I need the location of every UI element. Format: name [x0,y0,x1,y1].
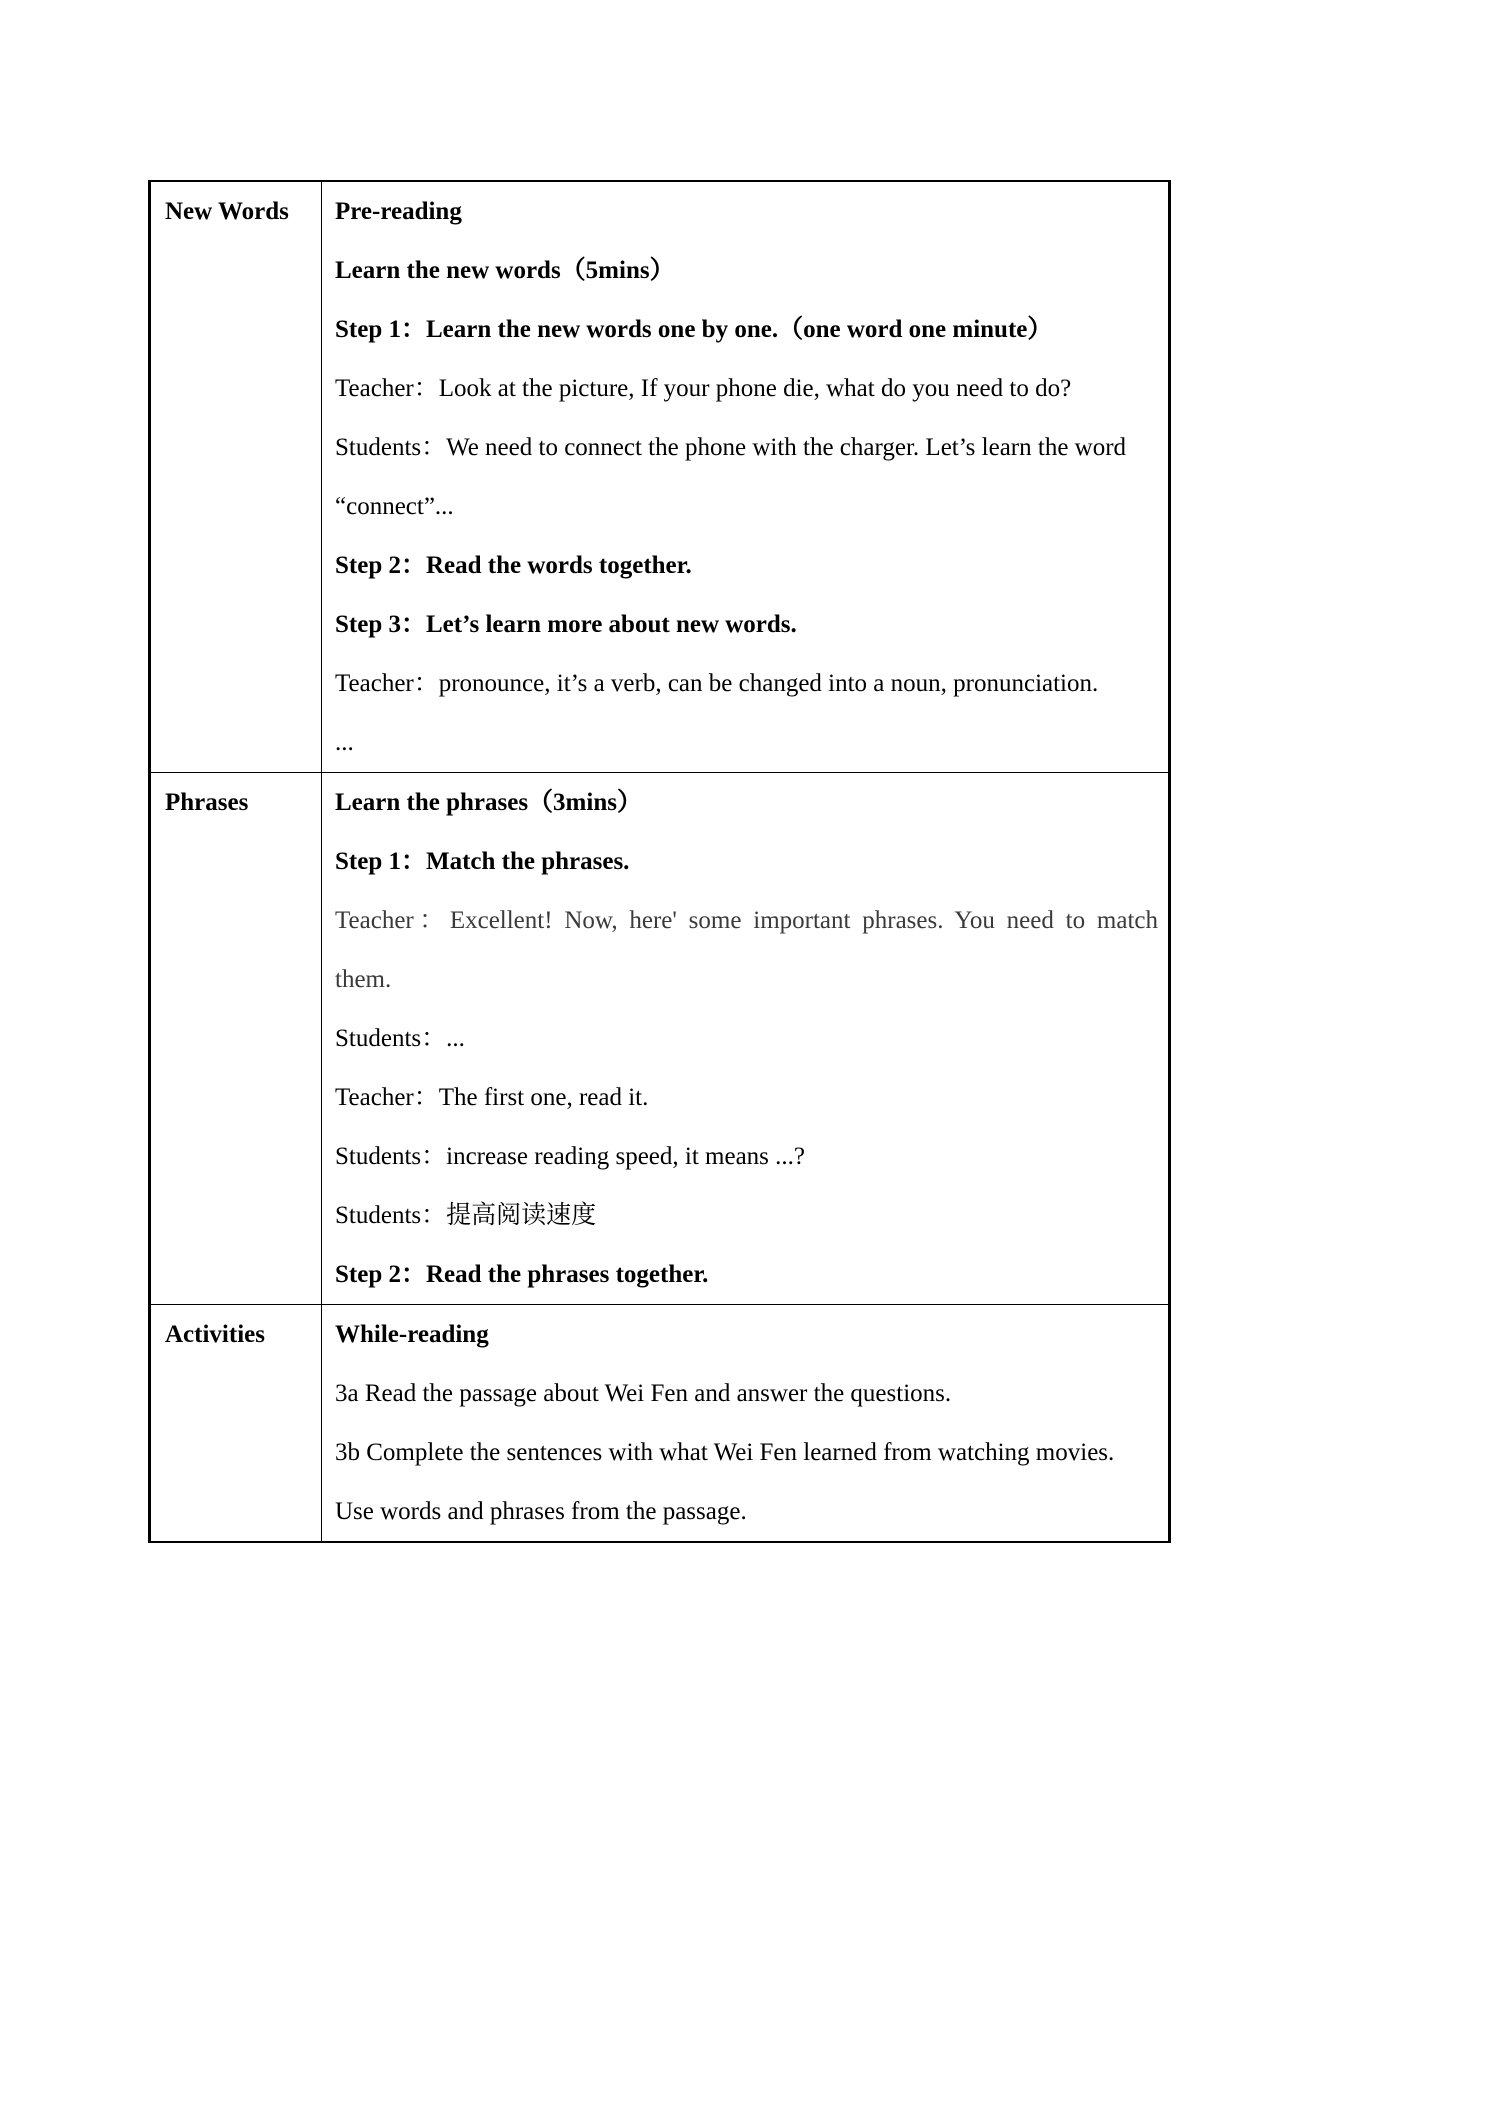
row-label-cell [150,181,322,773]
dialogue-line: Teacher：The first one, read it. [335,1084,649,1111]
activity-title: Learn the phrases（3mins） [335,789,642,816]
dialogue-line: Students：... [335,1025,465,1052]
row-label-new-words: New Words [165,198,289,225]
step-line: Step 1：Learn the new words one by one.（one word one minute） [335,316,1053,343]
dialogue-line: them. [335,966,392,993]
step-line: Step 2：Read the words together. [335,552,692,579]
table-row-new-words [150,181,1170,773]
row-label-activities: Activities [165,1321,265,1348]
dialogue-line: Students：increase reading speed, it means ...? [335,1143,805,1170]
dialogue-line: Teacher：Excellent! Now, here' some important phrases. You need to match [335,907,1158,934]
activity-title: Learn the new words（5mins） [335,257,675,284]
dialogue-line: Students：We need to connect the phone with the charger. Let’s learn the word [335,434,1127,461]
step-line: Step 2：Read the phrases together. [335,1261,709,1288]
task-line: Use words and phrases from the passage. [335,1498,747,1525]
row-label-cell [150,773,322,1305]
dialogue-line: ... [335,729,354,756]
dialogue-line: “connect”... [335,493,454,520]
row-content-new-words [322,181,1170,773]
row-label-phrases: Phrases [165,789,249,816]
dialogue-line: Students：提高阅读速度 [335,1202,597,1229]
task-line: 3a Read the passage about Wei Fen and answer the questions. [335,1380,952,1407]
table-row-activities [150,1305,1170,1543]
row-label-cell [150,1305,322,1543]
section-heading: While-reading [335,1321,489,1348]
task-line: 3b Complete the sentences with what Wei Fen learned from watching movies. [335,1439,1115,1466]
row-content-activities [322,1305,1170,1543]
section-heading: Pre-reading [335,198,462,225]
step-line: Step 3：Let’s learn more about new words. [335,611,797,638]
step-line: Step 1：Match the phrases. [335,848,630,875]
lesson-plan-table [148,180,1171,1543]
dialogue-line: Teacher：Look at the picture, If your phone die, what do you need to do? [335,375,1072,402]
table-row-phrases [150,773,1170,1305]
dialogue-line: Teacher：pronounce, it’s a verb, can be changed into a noun, pronunciation. [335,670,1099,697]
row-content-phrases [322,773,1170,1305]
